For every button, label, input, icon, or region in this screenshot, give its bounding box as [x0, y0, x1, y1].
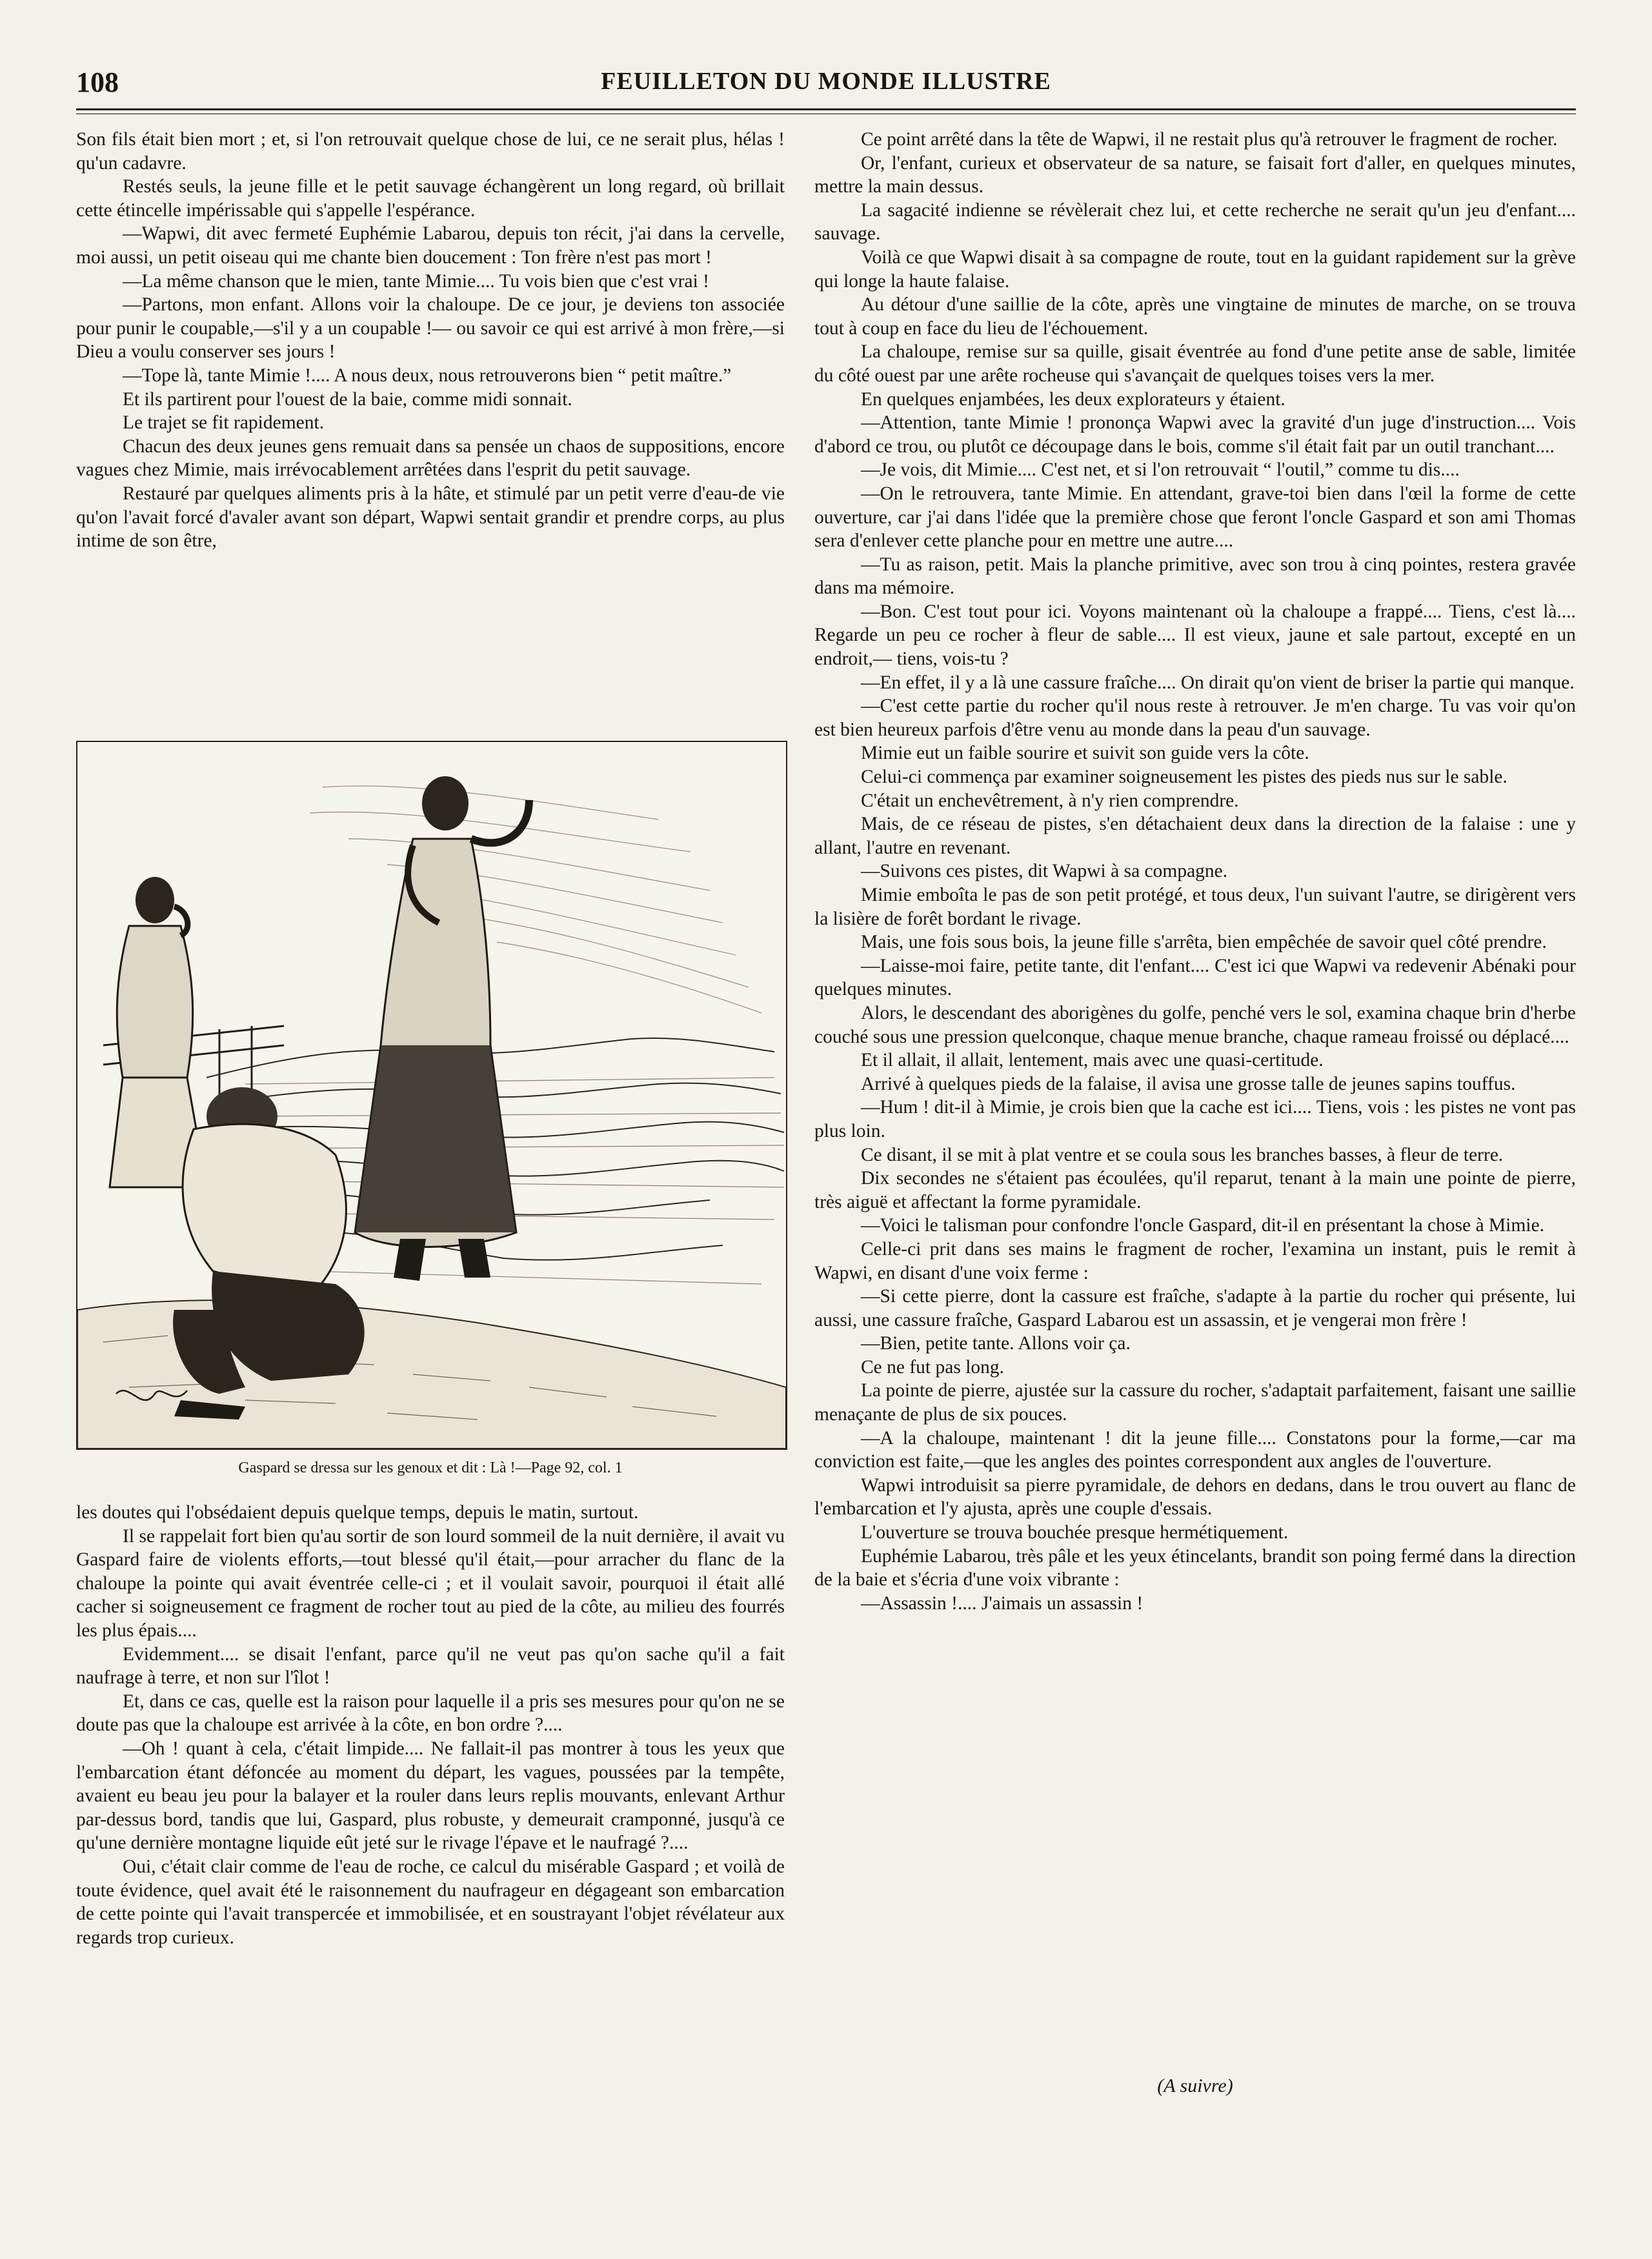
paragraph: Ce ne fut pas long.	[861, 1356, 1005, 1378]
standing-woman	[355, 776, 529, 1281]
paragraph: La sagacité indienne se révèlerait chez lui, et cette recherche ne serait qu'un jeu d'enfant.... sauvage.	[814, 199, 1576, 245]
paragraph: Wapwi introduisit sa pierre pyramidale, de dehors en dedans, dans le trou ouvert au flanc de l'embarcation et l'y ajusta, après une couple d'essais.	[814, 1474, 1576, 1520]
kneeling-man	[173, 1087, 365, 1420]
paragraph: Ce point arrêté dans la tête de Wapwi, il ne restait plus qu'à retrouver le fragment de rocher.	[861, 129, 1558, 150]
running-title: FEUILLETON DU MONDE ILLUSTRE	[601, 68, 1051, 95]
paragraph: —La même chanson que le mien, tante Mimie.... Tu vois bien que c'est vrai !	[123, 270, 709, 292]
paragraph: L'ouverture se trouva bouchée presque hermétiquement.	[861, 1522, 1289, 1543]
paragraph: —Attention, tante Mimie ! prononça Wapwi avec la gravité d'un juge d'instruction.... Vois d'abord ce trou, ou plutôt ce découpage dans le bois, comme s'il était fait par un outil tranchant....	[814, 412, 1576, 457]
paragraph: Evidemment.... se disait l'enfant, parce qu'il ne veut pas qu'on sache qu'il a fait naufrage à terre, et non sur l'îlot !	[76, 1643, 785, 1689]
paragraph: —Oh ! quant à cela, c'était limpide.... Ne fallait-il pas montrer à tous les yeux que l'embarcation étant défoncée au moment du départ, les vagues, poussées par la tempête, avaient eu beau jeu pour la balayer et la rouler dans leurs replis mouvants, enlevant Arthur par-dessus bord, tandis que lui, Gaspard, plus robuste, y demeurait cramponné, jusqu'à ce qu'une dernière montagne liquide eût jeté sur le rivage l'épave et le naufragé ?....	[76, 1738, 785, 1854]
left-column-top	[76, 128, 785, 553]
paragraph: —Suivons ces pistes, dit Wapwi à sa compagne.	[861, 861, 1228, 882]
paragraph: —On le retrouvera, tante Mimie. En attendant, grave-toi bien dans l'œil la forme de cette ouverture, car j'ai dans l'idée que la première chose que feront l'oncle Gaspard et son ami Thomas sera d'enlever cette planche pour en mettre une autre....	[814, 483, 1576, 552]
paragraph: —Partons, mon enfant. Allons voir la chaloupe. De ce jour, je deviens ton associée pour punir le coupable,—s'il y a un coupable !— ou savoir ce qui est arrivé à mon frère,—si Dieu a voulu conserver ses jours !	[76, 294, 785, 363]
engraving-illustration	[77, 742, 786, 1449]
paragraph: —Wapwi, dit avec fermeté Euphémie Labarou, depuis ton récit, j'ai dans la cervelle, moi aussi, un petit oiseau qui me chante bien doucement : Ton frère n'est pas mort !	[76, 223, 785, 268]
paragraph: Mais, une fois sous bois, la jeune fille s'arrêta, bien empêchée de savoir quel côté prendre.	[861, 932, 1547, 953]
page-number: 108	[76, 66, 119, 98]
paragraph: les doutes qui l'obsédaient depuis quelque temps, depuis le matin, surtout.	[76, 1502, 639, 1523]
paragraph: Son fils était bien mort ; et, si l'on retrouvait quelque chose de lui, ce ne serait plus, hélas ! qu'un cadavre.	[76, 129, 785, 174]
paragraph: —Je vois, dit Mimie.... C'est net, et si l'on retrouvait “ l'outil,” comme tu dis....	[861, 459, 1460, 481]
paragraph: —Laisse-moi faire, petite tante, dit l'enfant.... C'est ici que Wapwi va redevenir Abénaki pour quelques minutes.	[814, 955, 1576, 1000]
paragraph: —Tope là, tante Mimie !.... A nous deux, nous retrouverons bien “ petit maître.”	[123, 365, 732, 386]
illustration	[76, 741, 787, 1450]
paragraph: —C'est cette partie du rocher qu'il nous reste à retrouver. Je m'en charge. Tu vas voir qu'on est bien heureux parfois d'être venu au monde dans la peau d'un sauvage.	[814, 696, 1576, 740]
paragraph: Oui, c'était clair comme de l'eau de roche, ce calcul du misérable Gaspard ; et voilà de toute évidence, quel avait été le raisonnement du naufrageur en dégageant son embarcation de cette pointe qui l'avait transpercée et immobilisée, et en soustrayant l'objet révélateur aux regards trop curieux.	[76, 1856, 785, 1948]
header-rule	[76, 108, 1576, 110]
left-column-bottom	[76, 1501, 785, 1949]
page-header	[76, 66, 1576, 111]
paragraph: —Assassin !.... J'aimais un assassin !	[861, 1592, 1143, 1614]
paragraph: —Bien, petite tante. Allons voir ça.	[861, 1333, 1131, 1354]
paragraph: Ce disant, il se mit à plat ventre et se coula sous les branches basses, à fleur de terre.	[861, 1144, 1504, 1165]
paragraph: La pointe de pierre, ajustée sur la cassure du rocher, s'adaptait parfaitement, faisant une saillie menaçante de plus de six pouces.	[814, 1380, 1576, 1425]
paragraph: Le trajet se fit rapidement.	[123, 412, 325, 434]
paragraph: Restauré par quelques aliments pris à la hâte, et stimulé par un petit verre d'eau-de vie qu'on l'avait forcé d'avaler avant son départ, Wapwi sentait grandir et prendre corps, au plus intime de son être,	[76, 483, 785, 552]
paragraph: Restés seuls, la jeune fille et le petit sauvage échangèrent un long regard, où brillait cette étincelle impérissable qui s'appelle l'espérance.	[76, 176, 785, 221]
paragraph: Au détour d'une saillie de la côte, après une vingtaine de minutes de marche, on se trouva tout à coup en face du lieu de l'échouement.	[814, 294, 1576, 339]
paragraph: Voilà ce que Wapwi disait à sa compagne de route, tout en la guidant rapidement sur la grève qui longe la haute falaise.	[814, 246, 1576, 292]
paragraph: Mimie eut un faible sourire et suivit son guide vers la côte.	[861, 743, 1309, 764]
paragraph: C'était un enchevêtrement, à n'y rien comprendre.	[861, 790, 1239, 811]
right-column	[814, 128, 1576, 1615]
paragraph: Euphémie Labarou, très pâle et les yeux étincelants, brandit son poing fermé dans la direction de la baie et s'écria d'une voix vibrante :	[814, 1545, 1576, 1591]
paragraph: En quelques enjambées, les deux explorateurs y étaient.	[861, 388, 1285, 410]
figure-caption: Gaspard se dressa sur les genoux et dit : Là !—Page 92, col. 1	[238, 1460, 623, 1476]
paragraph: Dix secondes ne s'étaient pas écoulées, qu'il reparut, tenant à la main une pointe de pierre, très aiguë et affectant la forme pyramidale.	[814, 1168, 1576, 1212]
paragraph: Alors, le descendant des aborigènes du golfe, penché vers le sol, examina chaque brin d'herbe couché sous une pression quelconque, chaque menue branche, chaque rameau froissé ou déplacé....	[814, 1002, 1576, 1047]
paragraph: Mimie emboîta le pas de son petit protégé, et tous deux, l'un suivant l'autre, se dirigèrent vers la lisière de forêt bordant le rivage.	[814, 885, 1576, 929]
paragraph: Celle-ci prit dans ses mains le fragment de rocher, l'examina un instant, puis le remit à Wapwi, en disant d'une voix ferme :	[814, 1238, 1576, 1283]
paragraph: —Bon. C'est tout pour ici. Voyons maintenant où la chaloupe a frappé.... Tiens, c'est là.... Regarde un peu ce rocher à fleur de sable.... Il est vieux, jaune et sale partout, excepté en un endroit,— tiens, vois-tu ?	[814, 601, 1576, 670]
paragraph: Arrivé à quelques pieds de la falaise, il avisa une grosse talle de jeunes sapins touffus.	[861, 1073, 1516, 1094]
paragraph: La chaloupe, remise sur sa quille, gisait éventrée au fond d'une petite anse de sable, limitée du côté ouest par une arête rocheuse qui s'avançait de quelques toises vers la mer.	[814, 341, 1576, 386]
paragraph: Mais, de ce réseau de pistes, s'en détachaient deux dans la direction de la falaise : une y allant, l'autre en revenant.	[814, 814, 1576, 858]
paragraph: —Tu as raison, petit. Mais la planche primitive, avec son trou à cinq pointes, restera gravée dans ma mémoire.	[814, 554, 1576, 599]
paragraph: Et, dans ce cas, quelle est la raison pour laquelle il a pris ses mesures pour qu'on ne se doute pas que la chaloupe est arrivée à la côte, en bon ordre ?....	[76, 1691, 785, 1736]
paragraph: Et ils partirent pour l'ouest de la baie, comme midi sonnait.	[123, 388, 572, 410]
paragraph: Celui-ci commença par examiner soigneusement les pistes des pieds nus sur le sable.	[861, 767, 1507, 788]
paragraph: Il se rappelait fort bien qu'au sortir de son lourd sommeil de la nuit dernière, il avait vu Gaspard faire de violents efforts,—tout blessé qu'il était,—pour arracher du flanc de la chaloupe la pointe qui avait éventrée celle-ci ; et il voulait savoir, pourquoi il était allé cacher si soigneusement ce fragment de rocher tout au pied de la côte, au milieu des fourrés les plus épais....	[76, 1525, 785, 1641]
paragraph: —A la chaloupe, maintenant ! dit la jeune fille.... Constatons pour la forme,—car ma conviction est faite,—que les angles des pointes correspondent aux angles de l'ouverture.	[814, 1427, 1576, 1472]
paragraph: Et il allait, il allait, lentement, mais avec une quasi-certitude.	[861, 1050, 1324, 1071]
paragraph: —Hum ! dit-il à Mimie, je crois bien que la cache est ici.... Tiens, vois : les pistes ne vont pas plus loin.	[814, 1097, 1576, 1141]
paragraph: —Voici le talisman pour confondre l'oncle Gaspard, dit-il en présentant la chose à Mimie.	[861, 1215, 1545, 1236]
paragraph: Chacun des deux jeunes gens remuait dans sa pensée un chaos de suppositions, encore vagues chez Mimie, mais irrévocablement arrêtées dans l'esprit du petit sauvage.	[76, 436, 785, 481]
to-be-continued: (A suivre)	[1157, 2075, 1233, 2096]
paragraph: —En effet, il y a là une cassure fraîche.... On dirait qu'on vient de briser la partie qui manque.	[861, 672, 1575, 693]
paragraph: —Si cette pierre, dont la cassure est fraîche, s'adapte à la partie du rocher qui présente, lui aussi, une cassure fraîche, Gaspard Labarou est un assassin, et je vengerai mon frère !	[814, 1286, 1576, 1330]
sky-hatching	[310, 786, 761, 1013]
paragraph: Or, l'enfant, curieux et observateur de sa nature, se faisait fort d'aller, en quelques minutes, mettre la main dessus.	[814, 152, 1576, 197]
